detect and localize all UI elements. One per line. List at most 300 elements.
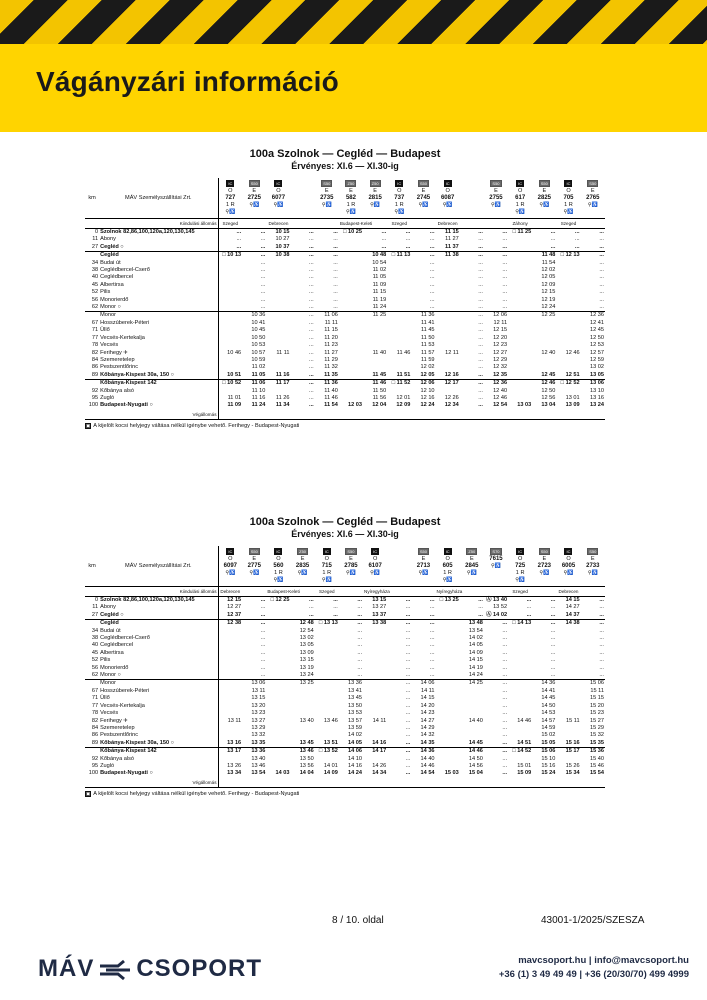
time-cell [508,267,532,274]
time-cell: ... [599,649,604,656]
train-number: 560 [273,563,284,569]
time-cell [315,672,339,680]
row-km: 100 [88,770,99,777]
time-cell: 11 11 [276,349,290,356]
table-row [85,725,605,732]
time-cell [532,327,556,334]
timetable-title: 100a Szolnok — Cegléd — Budapest [249,148,441,160]
station-name: Cegléd ○ [99,244,218,252]
time-cell: 15 15 [590,695,604,702]
time-cell: 13 37 [372,611,387,618]
time-cell [266,335,290,342]
time-cell: 14 46 [517,717,532,724]
station-name: Monorierdő [99,665,218,672]
end-station [484,778,508,788]
time-cell [339,304,363,312]
time-cell: ... [478,611,483,618]
train-type: E [421,188,426,194]
time-cell: 14 53 [541,710,556,717]
time-cell: ... [599,236,604,243]
station-name: Kőbánya-Kispest 142 [99,748,218,756]
station-name: Monor ○ [99,672,218,680]
time-cell [556,342,580,349]
train-category-icon: IC [373,549,378,554]
time-cell: 11 25 [363,312,387,320]
time-cell [436,320,460,327]
origin-station [339,587,363,597]
train-column-header [291,546,315,587]
time-cell [315,688,339,695]
time-cell: 14 11 [372,717,387,724]
train-number: 7615 [489,556,503,562]
time-cell: 15 46 [590,762,604,769]
time-cell: 14 03 [275,770,290,777]
time-cell: ... [550,611,556,618]
time-cell [556,320,580,327]
time-cell [508,236,532,243]
train-class: 1 R [322,570,332,576]
time-cell: ... [550,243,556,250]
time-cell: 12 37 [227,611,242,618]
time-cell: 11 26 [275,394,290,401]
time-cell: 13 05 [590,371,604,378]
end-station [339,778,363,788]
time-cell: ... [478,349,483,356]
time-cell: ... [260,657,266,664]
logo-text-right: CSOPORT [136,955,263,982]
time-cell: 12 16 [420,394,435,401]
time-cell: ... [291,252,315,260]
time-cell [266,388,290,395]
train-number: 2765 [586,195,600,201]
train-category-icon: S50 [589,549,597,554]
time-cell: ... [460,597,484,605]
train-column-header [315,546,339,587]
time-cell: 14 02 [468,635,483,642]
time-cell [266,342,290,349]
time-cell [266,732,290,739]
time-cell: 12 15 [218,597,242,605]
time-cell: ... [502,281,508,288]
time-cell: 13 20 [251,702,266,709]
station-name: Ferihegy ✈ [99,718,218,725]
row-km [85,312,99,320]
time-cell [508,688,532,695]
time-cell: 11 54 [541,259,556,266]
time-cell [436,260,460,267]
time-cell: ... [429,296,435,303]
time-cell [363,357,387,364]
station-name: Cegléd [99,252,218,260]
time-cell: □ 13 52 [315,748,339,756]
time-cell: 12 09 [541,281,556,288]
time-cell: 14 06 [339,748,363,756]
time-cell [508,703,532,710]
time-cell [556,710,580,717]
time-cell [218,665,242,672]
row-km: 62 [91,672,99,679]
time-cell: ... [309,356,314,363]
time-cell: 13 48 [460,620,484,628]
origin-km-cell [85,219,99,229]
timetable-validity: Érvényes: XI.6 — XI.30-ig [291,161,399,171]
time-cell: 15 27 [590,717,604,724]
time-cell: 11 54 [324,402,338,409]
time-cell: 11 53 [420,342,435,349]
row-km: 89 [91,371,99,378]
time-cell: 14 16 [348,762,363,769]
station-name: Zugló [99,395,218,402]
time-cell [556,756,580,763]
time-cell [508,357,532,364]
time-cell: ... [599,289,604,296]
time-cell: 12 57 [590,349,604,356]
time-cell: 14 24 [468,672,483,679]
time-cell [315,710,339,717]
table-row [85,657,605,664]
time-cell [266,710,290,717]
time-cell [266,304,290,312]
bike-icon: ⚲♿ [418,202,429,208]
time-cell: 13 10 [590,387,604,394]
time-cell: 14 50 [541,702,556,709]
time-cell [460,695,484,702]
time-cell [218,274,242,281]
time-cell: 12 45 [590,327,604,334]
time-cell: 11 06 [315,312,339,320]
time-cell: ... [309,236,314,243]
time-cell: ... [333,274,338,281]
time-cell: 10 48 [363,252,387,260]
time-cell: 14 10 [348,755,363,762]
time-cell: ... [550,672,556,679]
time-cell [508,388,532,395]
time-cell: ... [333,236,338,243]
time-cell: 12 29 [493,356,508,363]
time-cell [436,665,460,672]
time-cell [218,710,242,717]
time-cell: 11 24 [251,402,266,409]
time-cell [387,312,411,320]
time-cell: 15 16 [541,762,556,769]
time-cell [508,725,532,732]
time-cell: ... [526,611,532,618]
time-cell [266,628,290,635]
time-cell [436,732,460,739]
time-cell: 14 20 [420,702,435,709]
time-cell: 14 35 [420,739,435,746]
time-cell [508,252,532,260]
time-cell: ... [484,748,508,756]
time-cell [556,635,580,642]
time-cell: 14 54 [420,770,435,777]
time-cell: ... [357,611,363,618]
table-row [85,642,605,649]
origin-station [460,587,484,597]
time-cell [436,312,460,320]
time-cell: 14 29 [420,724,435,731]
row-km: 27 [91,611,99,618]
origin-label: Kiindulási állomás [99,587,218,597]
time-cell [556,274,580,281]
time-cell: 13 16 [227,739,242,746]
train-type: O [566,188,571,194]
time-cell: 13 09 [565,402,580,409]
time-cell: 15 20 [590,702,604,709]
timetable-grid [85,546,605,788]
train-column-header [508,178,532,219]
time-cell [556,725,580,732]
time-cell: 11 02 [251,364,266,371]
train-type: O [324,556,329,562]
time-cell: 12 17 [436,380,460,388]
time-cell [339,372,363,380]
time-cell: 12 36 [581,312,605,320]
time-cell: ... [309,274,314,281]
time-cell: 13 40 [251,755,266,762]
time-cell [387,335,411,342]
time-cell: 15 03 [444,770,459,777]
time-cell [363,657,387,664]
time-cell: ... [532,597,556,605]
time-cell: 15 23 [590,710,604,717]
time-cell: 13 27 [372,604,387,611]
row-km: 38 [91,267,99,274]
train-column-header [315,178,339,219]
bike-icon: ⚲♿ [273,202,284,208]
time-cell: 10 57 [251,349,266,356]
train-category-icon: Z50 [347,181,355,186]
train-column-header [436,178,460,219]
time-cell: ... [405,710,411,717]
train-type: E [590,188,595,194]
station-name: Szolnok 82,86,100,120a,120,130,145 [99,597,218,605]
row-km: 67 [91,687,99,694]
time-cell: 14 05 [468,642,483,649]
time-cell [436,688,460,695]
train-type: O [372,556,378,562]
bike-icon: ⚲♿ [346,570,356,576]
km-header: km [85,546,99,587]
time-cell: 15 11 [565,717,580,724]
end-station [315,410,339,420]
time-cell [508,680,532,688]
time-cell [508,650,532,657]
time-cell [532,364,556,371]
time-cell: 14 16 [372,739,387,746]
time-cell: ... [599,296,604,303]
time-cell: 13 50 [348,702,363,709]
table-row [85,350,605,357]
time-cell [339,267,363,274]
footnote-text: A kijelölt kocsi helyjegy váltása nélkül igénybe vehető. Ferihegy - Budapest-Nyugati [93,790,300,797]
time-cell [315,642,339,649]
document-id: 43001-1/2025/SZESZA [541,915,645,926]
time-cell: 12 06 [484,312,508,320]
time-cell: ... [550,649,556,656]
table-row [85,732,605,739]
time-cell: ... [357,672,363,679]
time-cell: ... [291,229,315,237]
bike-icon: ⚲♿ [515,577,526,583]
table-row [85,665,605,672]
time-cell [436,650,460,657]
train-column-header [242,178,266,219]
time-cell: ... [502,236,508,243]
time-cell: 15 01 [517,762,532,769]
station-name: Kőbánya-Kispest 30a, 150 ○ [99,740,218,748]
time-cell: ... [550,664,556,671]
time-cell: 13 38 [363,620,387,628]
time-cell [315,732,339,739]
train-category-icon: IC [324,549,329,554]
time-cell: 14 19 [468,664,483,671]
time-cell [556,703,580,710]
end-station [266,778,290,788]
end-station [266,410,290,420]
time-cell: 12 48 [291,620,315,628]
train-column-header [532,546,556,587]
time-cell: 12 20 [493,334,508,341]
time-cell [460,688,484,695]
time-cell: Ⓐ 14 02 [485,611,508,618]
time-cell: 13 09 [299,649,314,656]
time-cell: ... [309,342,314,349]
time-cell [315,725,339,732]
time-cell: 14 38 [556,620,580,628]
time-cell [291,710,315,717]
time-cell: ... [502,642,508,649]
station-name: Budai út [99,260,218,267]
time-cell: 11 17 [266,380,290,388]
time-cell: ... [532,620,556,628]
time-cell: ... [242,597,266,605]
time-cell [363,665,387,672]
origin-station [242,587,266,597]
time-cell: 12 02 [541,267,556,274]
time-cell: ... [309,259,314,266]
row-km: 27 [91,243,99,250]
time-cell: 11 35 [324,371,338,378]
time-cell: 11 46 [363,380,387,388]
station-name: Ceglédbercel [99,642,218,649]
row-km: 52 [91,289,99,296]
bike-icon: ⚲♿ [587,570,598,576]
time-cell: 13 24 [299,672,314,679]
time-cell: ... [405,702,411,709]
time-cell [339,252,363,260]
table-row [85,628,605,635]
time-cell: 11 37 [445,243,459,250]
time-cell: 10 51 [227,371,242,378]
time-cell [508,672,532,680]
train-class: 1 R [225,202,235,208]
time-cell: ... [411,229,435,237]
time-cell: ... [478,371,483,378]
time-cell: 13 41 [348,687,363,694]
table-row [85,763,605,770]
train-column-header [339,178,363,219]
contact-info [499,954,689,982]
time-cell: 14 57 [541,717,556,724]
time-cell: ... [478,236,483,243]
time-cell: 13 54 [251,770,266,777]
origin-station: Nyíregyháza [436,587,460,597]
time-cell: 11 23 [324,342,338,349]
time-cell [556,665,580,672]
time-cell: 12 06 [411,380,435,388]
time-cell: ... [260,604,266,611]
time-cell: 15 29 [590,724,604,731]
train-class: 1 R [443,570,452,576]
time-cell: 14 15 [420,695,435,702]
row-km: 11 [92,236,99,243]
bike-icon: ⚲♿ [539,202,550,208]
time-cell [436,274,460,281]
train-number: 2785 [344,563,358,569]
time-cell: ... [387,620,411,628]
time-cell: 11 19 [372,296,387,303]
time-cell: 14 11 [420,687,435,694]
time-cell: 12 27 [493,349,508,356]
train-column-header [484,546,508,587]
time-cell: ... [478,356,483,363]
time-cell: 11 16 [275,371,290,378]
time-cell [218,282,242,289]
time-cell: 12 27 [227,604,242,611]
time-cell: 13 56 [299,762,314,769]
time-cell [436,695,460,702]
time-cell: ... [309,296,314,303]
time-cell: ... [502,304,508,311]
origin-station: Budapest-Keleti [266,587,290,597]
time-cell: ... [478,289,483,296]
time-cell: ... [429,627,435,634]
bike-icon: ⚲♿ [249,570,260,576]
row-km: 82 [91,717,99,724]
station-name: Zugló [99,763,218,770]
mav-csoport-logo [38,955,262,983]
train-class: 1 R [515,570,525,576]
time-cell [436,612,460,620]
train-class: 1 R [394,202,404,208]
time-cell: 13 36 [242,748,266,756]
table-row [85,740,605,748]
time-cell: ... [260,649,266,656]
time-cell [363,650,387,657]
time-cell: 10 15 [266,229,290,237]
time-cell [363,688,387,695]
time-cell: 11 10 [251,387,266,394]
time-cell: ... [405,717,411,724]
time-cell: ... [429,642,435,649]
time-cell: ... [291,597,315,605]
time-cell: 14 23 [420,710,435,717]
time-cell [218,357,242,364]
time-cell: ... [429,243,435,250]
train-column-header [387,178,411,219]
time-cell: 15 02 [541,732,556,739]
time-cell: □ 12 25 [266,597,290,605]
origin-km-cell [85,587,99,597]
time-cell: 13 51 [323,739,338,746]
train-column-header [411,546,435,587]
time-cell [363,695,387,702]
time-cell [339,395,363,402]
time-cell: 15 17 [556,748,580,756]
train-column-header [266,178,290,219]
time-cell: ... [309,327,314,334]
